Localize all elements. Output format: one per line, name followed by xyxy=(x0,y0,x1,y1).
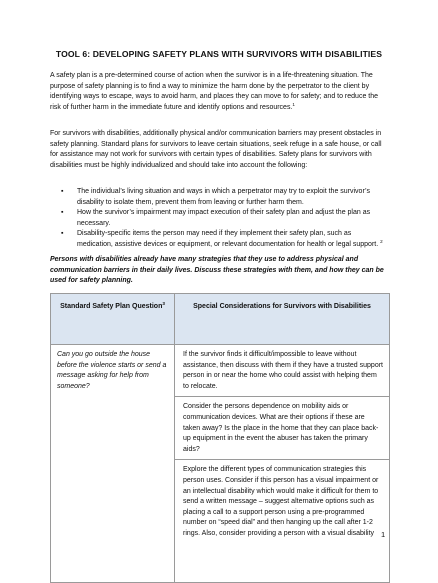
page-number: 1 xyxy=(381,530,386,539)
page-title: TOOL 6: DEVELOPING SAFETY PLANS WITH SURVIVORS WITH DISABILITIES xyxy=(55,49,383,59)
considerations-list xyxy=(56,187,386,251)
list-item-text: Disability-specific items the person may need if they implement their safety plan, such as medication, assistive devices or equipment, or relevant documentation for health or legal support. xyxy=(77,230,379,248)
safety-plan-table xyxy=(50,293,390,583)
bullet-icon: ▪ xyxy=(61,188,64,195)
strategies-lead-in: Persons with disabilities already have many strategies that they use to address physical and communication barriers in their daily lives. Discuss these strategies with them, and how they can be used for safety planning. xyxy=(50,256,384,285)
question-cell: Can you go outside the house before the violence starts or send a message asking for help from someone? xyxy=(51,345,175,583)
list-item xyxy=(56,208,386,229)
considerations-cell xyxy=(175,345,390,583)
footnote-marker: 2 xyxy=(380,238,383,244)
consideration-block: Consider the persons dependence on mobility aids or communication devices. What are their options if these are taken away? Is the place in the home that they can place back-up equipment in the event the abuser has taken the primary aids? xyxy=(175,397,389,460)
intro-paragraph xyxy=(50,71,390,113)
consideration-block: If the survivor finds it difficult/impossible to leave without assistance, then discuss with them if they have a trusted support person in or near the home who could assist with helping them to relocate. xyxy=(175,345,389,397)
consideration-block: Explore the different types of communication strategies this person uses. Consider if this person has a visual impairment or an intellectual disability which would make it difficult for them to send a written message – suggest alternative options such as placing a call to a support person using a pre-programmed number on “speed dial” and then hanging up the call after 1-2 rings. Also, consider providing a person with a visual disability xyxy=(183,466,379,537)
table-header-row xyxy=(51,294,390,345)
list-item-text: How the survivor’s impairment may impact execution of their safety plan and adjust the plan as necessary. xyxy=(77,209,371,227)
barriers-paragraph: For survivors with disabilities, additionally physical and/or communication barriers may present obstacles in safety planning. Standard plans for survivors to leave certain situations, seek refuge in a safe house, or call for assistance may not work for survivors with certain types of disabilities. Safety plans for survivors with disabilities must be highly individualized and should take into account the following: xyxy=(50,130,382,169)
table-row xyxy=(51,345,390,583)
list-item xyxy=(56,229,386,250)
table-header-question: Standard Safety Plan Question$^3$ xyxy=(51,294,175,345)
intro-text: A safety plan is a pre-determined course of action when the survivor is in a life-threatening situation. The purpose of safety planning is to find a way to minimize the harm done by the perpetrator to the client by identifying ways to escape, ways to avoid harm, and places they can move to for safety; and to reduce the risk of further harm in the immediate future and identify options and resources. xyxy=(50,72,379,111)
bullet-icon: ▪ xyxy=(61,230,64,238)
list-item xyxy=(56,187,386,208)
footnote-marker: 3 xyxy=(162,301,165,306)
list-item-text: The individual’s living situation and ways in which a perpetrator may try to exploit the survivor’s disability to isolate them, prevent them from leaving or further harm them. xyxy=(77,188,370,206)
footnote-marker: 1 xyxy=(292,101,295,107)
table-header-considerations: Special Considerations for Survivors with Disabilities xyxy=(175,294,390,345)
bullet-icon: ▪ xyxy=(61,209,64,217)
